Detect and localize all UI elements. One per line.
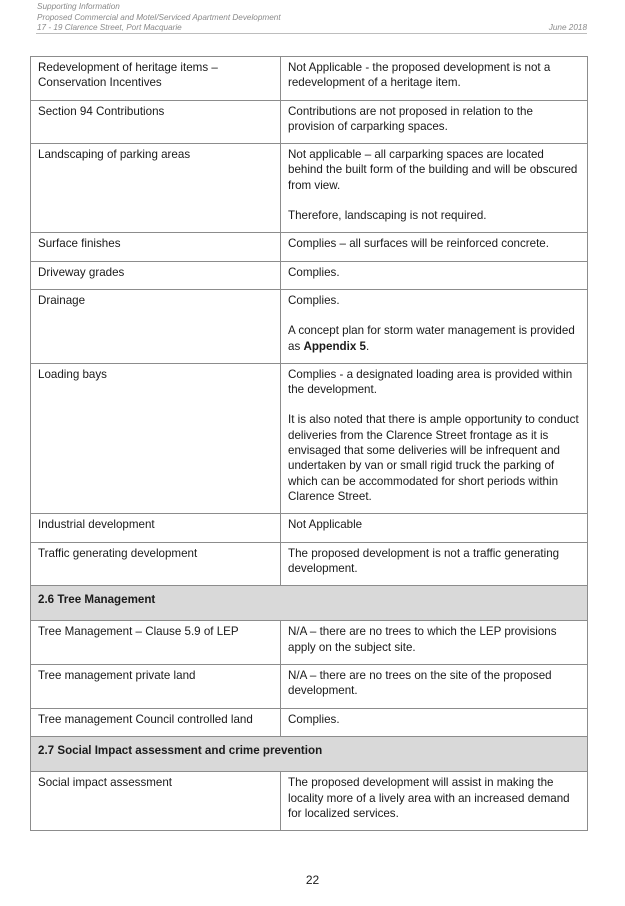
response-cell bbox=[281, 621, 588, 665]
section-heading-row bbox=[31, 586, 588, 621]
compliance-table bbox=[30, 56, 588, 831]
response-paragraph bbox=[288, 546, 580, 577]
response-paragraph bbox=[288, 712, 580, 727]
page-header bbox=[37, 2, 587, 34]
response-text: N/A – there are no trees to which the LEP provisions apply on the subject site. bbox=[288, 625, 557, 654]
response-text: A concept plan for storm water management is provided as bbox=[288, 324, 575, 353]
response-text: Not applicable – all carparking spaces are located behind the built form of the building and will be obscured from view. bbox=[288, 148, 578, 192]
response-cell bbox=[281, 144, 588, 233]
response-cell bbox=[281, 100, 588, 144]
table-row bbox=[31, 363, 588, 513]
table-row bbox=[31, 57, 588, 101]
table-row bbox=[31, 772, 588, 831]
table-row bbox=[31, 665, 588, 709]
table-row bbox=[31, 514, 588, 542]
response-text: N/A – there are no trees on the site of the proposed development. bbox=[288, 669, 552, 698]
response-text: Not Applicable - the proposed development is not a redevelopment of a heritage item. bbox=[288, 61, 551, 90]
table-row bbox=[31, 708, 588, 736]
response-cell bbox=[281, 57, 588, 101]
response-paragraph bbox=[288, 624, 580, 655]
requirement-cell: Loading bays bbox=[31, 363, 281, 513]
response-text: Complies - a designated loading area is provided within the development. bbox=[288, 367, 573, 397]
response-text-suffix: . bbox=[365, 339, 370, 353]
requirement-cell: Redevelopment of heritage items – Conservation Incentives bbox=[31, 57, 281, 101]
response-paragraph bbox=[288, 668, 580, 699]
table-row bbox=[31, 261, 588, 289]
requirement-cell: Driveway grades bbox=[31, 261, 281, 289]
requirement-cell: Surface finishes bbox=[31, 233, 281, 261]
table-row bbox=[31, 144, 588, 233]
response-cell bbox=[281, 708, 588, 736]
response-paragraph bbox=[288, 208, 580, 223]
response-cell bbox=[281, 233, 588, 261]
response-cell bbox=[281, 772, 588, 831]
response-cell bbox=[281, 261, 588, 289]
response-paragraph bbox=[288, 265, 580, 280]
page-number: 22 bbox=[305, 873, 320, 887]
response-cell bbox=[281, 665, 588, 709]
requirement-cell: Tree Management – Clause 5.9 of LEP bbox=[31, 621, 281, 665]
response-paragraph bbox=[288, 517, 580, 532]
response-paragraph bbox=[288, 60, 580, 91]
response-paragraph bbox=[288, 147, 580, 193]
table-row bbox=[31, 233, 588, 261]
response-paragraph bbox=[288, 293, 580, 308]
response-text: Complies. bbox=[288, 712, 340, 726]
header-title: Supporting Information bbox=[37, 2, 120, 11]
header-address: 17 - 19 Clarence Street, Port Macquarie bbox=[37, 23, 182, 32]
requirement-cell: Landscaping of parking areas bbox=[31, 144, 281, 233]
response-paragraph bbox=[288, 775, 580, 821]
response-paragraph bbox=[288, 323, 580, 354]
requirement-cell: Social impact assessment bbox=[31, 772, 281, 831]
header-project: Proposed Commercial and Motel/Serviced Apartment Development bbox=[37, 12, 281, 22]
requirement-cell: Tree management private land bbox=[31, 665, 281, 709]
header-divider bbox=[36, 33, 587, 34]
appendix-reference: Appendix 5 bbox=[303, 339, 366, 353]
section-heading: 2.6 Tree Management bbox=[31, 586, 588, 621]
response-text: The proposed development is not a traffic generating development. bbox=[288, 546, 560, 575]
section-heading-row bbox=[31, 736, 588, 771]
response-text: It is also noted that there is ample opportunity to conduct deliveries from the Clarence Street frontage as it is envisaged that some deliveries will be infrequent and undertaken by van or small rigid truck the parking of which can be accommodated for short periods within Clarence Street. bbox=[288, 413, 579, 503]
table-row bbox=[31, 289, 588, 363]
response-text: Therefore, landscaping is not required. bbox=[288, 209, 487, 223]
response-cell bbox=[281, 289, 588, 363]
table-row bbox=[31, 100, 588, 144]
response-text: The proposed development will assist in making the locality more of a lively area with an increased demand for localized services. bbox=[288, 776, 570, 820]
table-row bbox=[31, 542, 588, 586]
response-cell bbox=[281, 514, 588, 542]
requirement-cell: Tree management Council controlled land bbox=[31, 708, 281, 736]
response-paragraph bbox=[288, 104, 580, 135]
requirement-cell: Section 94 Contributions bbox=[31, 100, 281, 144]
requirement-cell: Drainage bbox=[31, 289, 281, 363]
response-paragraph bbox=[288, 412, 580, 504]
response-cell bbox=[281, 363, 588, 513]
response-text: Contributions are not proposed in relation to the provision of carparking spaces. bbox=[288, 104, 533, 133]
response-text: Complies. bbox=[288, 293, 340, 307]
response-paragraph bbox=[288, 367, 580, 398]
table-row bbox=[31, 621, 588, 665]
response-text: Not Applicable bbox=[288, 518, 363, 532]
header-date: June 2018 bbox=[548, 23, 587, 32]
requirement-cell: Industrial development bbox=[31, 514, 281, 542]
compliance-table-body bbox=[31, 57, 588, 831]
requirement-cell: Traffic generating development bbox=[31, 542, 281, 586]
response-text: Complies – all surfaces will be reinforced concrete. bbox=[288, 237, 549, 251]
response-cell bbox=[281, 542, 588, 586]
response-paragraph bbox=[288, 236, 580, 251]
response-text: Complies. bbox=[288, 265, 340, 279]
section-heading: 2.7 Social Impact assessment and crime prevention bbox=[31, 736, 588, 771]
